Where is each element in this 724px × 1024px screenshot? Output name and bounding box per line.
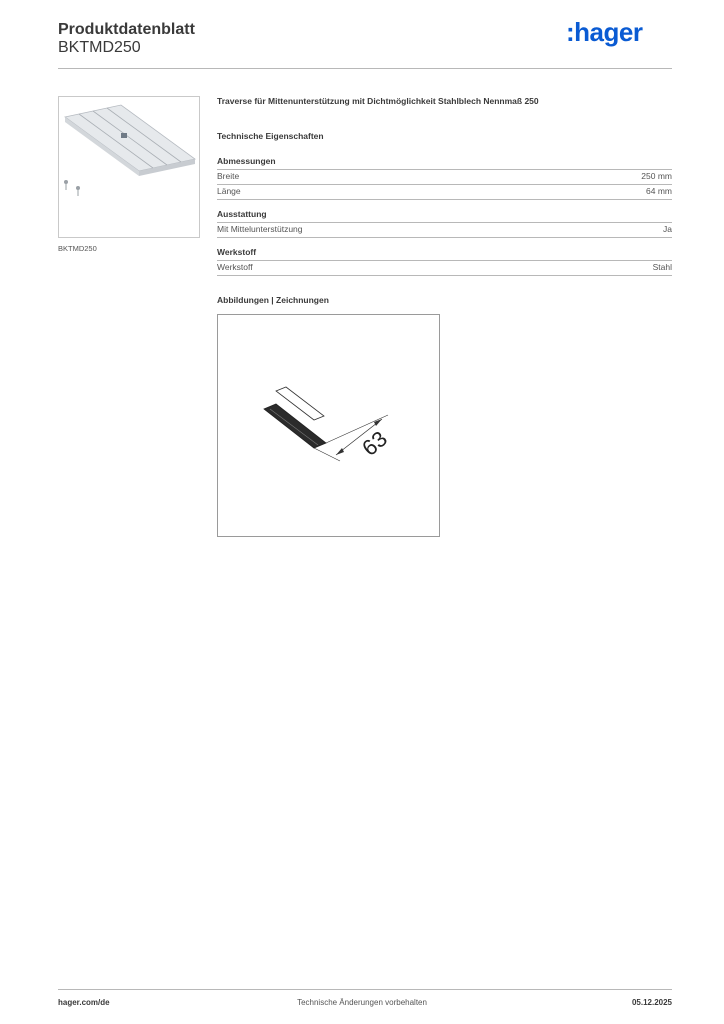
technical-drawing: [217, 314, 440, 537]
technical-properties-title: Technische Eigenschaften: [217, 131, 324, 141]
footer-notice: Technische Änderungen vorbehalten: [297, 998, 427, 1007]
footer-divider: [58, 989, 672, 990]
footer-date: 05.12.2025: [631, 998, 672, 1007]
document-title: Produktdatenblatt: [58, 21, 195, 38]
spec-value: 64 mm: [646, 186, 672, 196]
product-image-caption: BKTMD250: [58, 244, 97, 253]
spec-row-width: [217, 169, 672, 184]
spec-label: Werkstoff: [217, 262, 253, 272]
spec-value: Stahl: [652, 262, 672, 272]
spec-row-material: [217, 260, 672, 276]
spec-row-length: [217, 184, 672, 200]
spec-label: Mit Mittelunterstützung: [217, 224, 303, 234]
product-image: [58, 96, 200, 238]
section-title-dimensions: Abmessungen: [217, 156, 276, 166]
hager-logo: [566, 17, 658, 47]
section-title-equipment: Ausstattung: [217, 209, 267, 219]
spec-value: Ja: [663, 224, 672, 234]
footer-website-link[interactable]: hager.com/de: [58, 998, 110, 1007]
dimension-label: 63: [357, 425, 392, 461]
product-description: Traverse für Mittenunterstützung mit Dichtmöglichkeit Stahlblech Nennmaß 250: [217, 96, 539, 106]
spec-value: 250 mm: [641, 171, 672, 181]
logo-text: :hager: [566, 17, 643, 47]
dimension-drawing: [218, 315, 439, 536]
spec-label: Länge: [217, 186, 241, 196]
drawings-title: Abbildungen | Zeichnungen: [217, 295, 329, 305]
product-rail-illustration: [59, 97, 199, 237]
product-code: BKTMD250: [58, 39, 141, 56]
spec-row-center-support: [217, 222, 672, 238]
section-title-material: Werkstoff: [217, 247, 257, 257]
spec-label: Breite: [217, 171, 240, 181]
header-divider: [58, 68, 672, 69]
